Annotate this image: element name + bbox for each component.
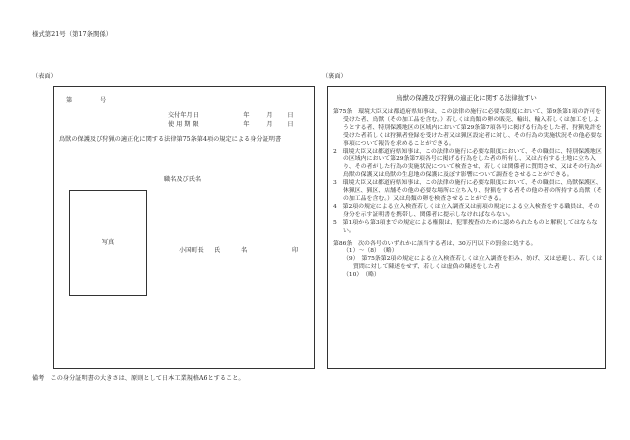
photo-box [69,190,147,296]
article-86-item-10: （10） （略） [343,272,380,279]
article-86-item-9: （9） 第75条第2項の規定による立入検査若しくは立入調査を拒み、妨げ、又は忌避し、若しくは質問に対して陳述をせず、若しくは虚偽の陳述をした者 [343,256,603,271]
front-side-label: （表面） [32,73,57,80]
expire-month: 月 [266,121,273,128]
footer-note: 備考 この身分証明書の大きさは、原則として日本工業規格A6とすること。 [32,375,245,382]
article-75-para-4: 4 第2項の規定による立入検査若しくは立入調査又は前項の規定による立入検査をする職員は、その身分を示す証明書を携帯し、関係者に提示しなければならない。 [333,203,600,218]
title-and-name-label: 職名及び氏名 [164,176,202,183]
article-75-para-2: 2 環境大臣又は都道府県知事は、この法律の施行に必要な限度において、その職員に、特別保護地区の区域内において第29条第7項各号に掲げる行為をした者の所有し、又は占有する土地に立ち入り、その者がした行為の実施状況について検査させ、若しくは関係者に質問させ、又はその行為が鳥獣の保護又は鳥獣の生息地の保護に及ぼす影響について調査をさせることができる。 [333,148,602,179]
issue-month: 月 [266,112,273,119]
expire-date-label: 使 用 期 限 [168,121,199,128]
expire-day: 日 [287,121,294,128]
law-reference-text: 鳥獣の保護及び狩猟の適正化に関する法律第75条第4項の規定による身分証明書 [59,136,282,143]
id-card-front [53,86,315,369]
seal-label: 印 [292,247,299,254]
back-side-label: （裏面） [322,73,347,80]
law-excerpt-title: 鳥獣の保護及び狩猟の適正化に関する法律抜すい [396,94,537,102]
signer-name-label-2: 名 [241,247,248,254]
signer-title: 小国町長 [179,247,204,254]
article-75-para-1: 第75条 環境大臣又は都道府県知事は、この法律の施行に必要な限度において、第9条第1項の許可を受けた者、鳥獣（その加工品を含む。）若しくは鳥類の卵の販売、輸出、輸入若しくは加工をしようとする者、特別保護地区の区域内において第29条第7項各号に掲げる行為をした者、狩猟免許を受けた者若しくは狩猟者登録を受けた者又は猟区設定者に対し、その行為の実施状況その他必要な事項について報告を求めることができる。 [333,109,603,147]
article-75-para-3: 3 環境大臣又は都道府県知事は、この法律の施行に必要な限度において、その職員に、鳥獣保護区、休猟区、猟区、店舗その他の必要な場所に立ち入り、狩猟をする者その他の者の所持する鳥獣（その加工品を含む。）又は鳥類の卵を検査させることができる。 [333,180,603,202]
number-label: 第 [66,97,73,104]
issue-day: 日 [287,112,294,119]
issue-date-label: 交付年月日 [168,112,199,119]
photo-label: 写真 [101,239,115,246]
id-card-back [327,86,606,369]
form-number: 様式第21号（第17条関係） [32,30,113,38]
expire-year: 年 [243,121,250,128]
signer-name-label: 氏 [214,247,221,254]
article-75-para-5: 5 第1項から第3項までの規定による権限は、犯罪捜査のために認められたものと解釈してはならない。 [333,219,598,234]
issue-year: 年 [243,112,250,119]
article-86-item-1: （1）～（8） （略） [343,248,398,255]
number-unit: 号 [100,97,107,104]
law-excerpt-body [333,109,603,280]
article-86: 第86条 次の各号のいずれかに該当する者は、30万円以下の罰金に処する。 [333,240,537,247]
